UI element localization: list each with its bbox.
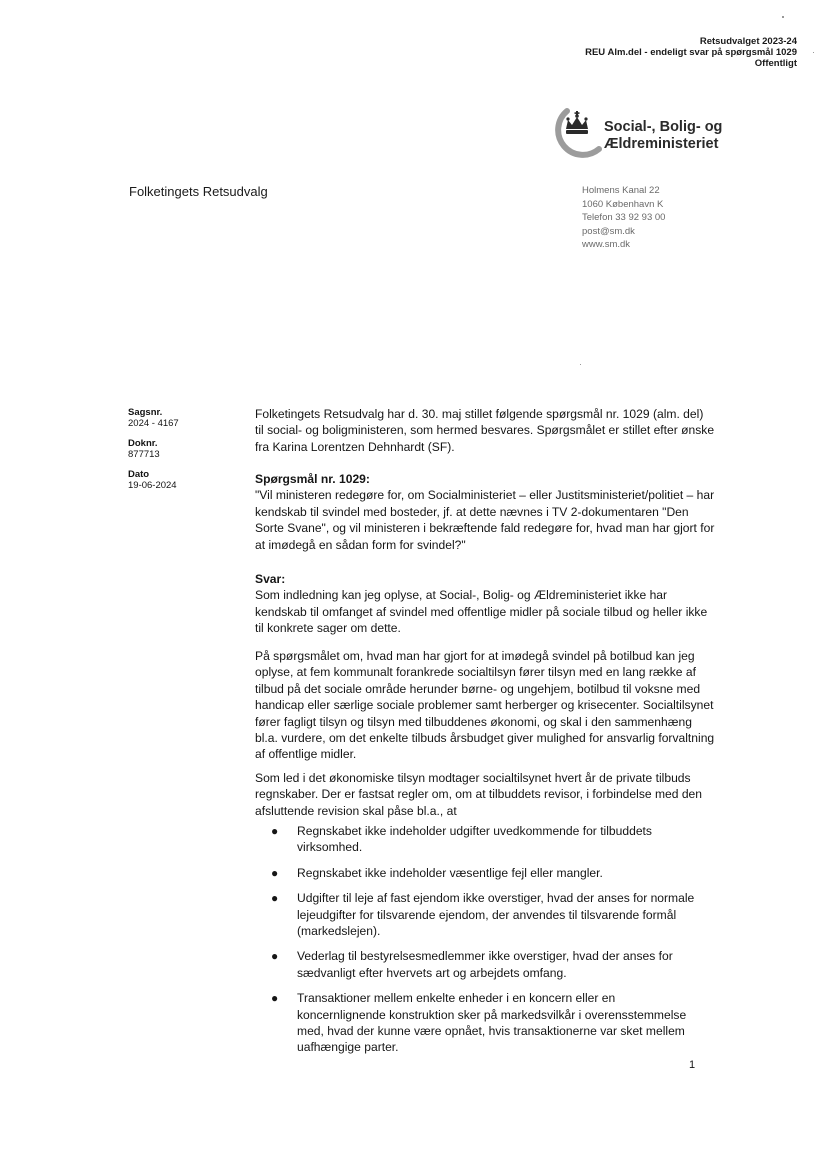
page-number: 1 <box>689 1059 696 1071</box>
sender-address <box>582 184 665 252</box>
bullet-icon: ● <box>271 991 279 1006</box>
scan-speck <box>813 52 814 53</box>
bullet-icon: ● <box>271 865 279 880</box>
list-item <box>255 990 695 1056</box>
question-text: "Vil ministeren redegøre for, om Socialministeriet – eller Justitsministeriet/politiet – har kendskab til svindel med bosteder, jf. at dette nævnes i TV 2-dokumentaren "Den Sorte Svane", og vil ministeren i bekræftende fald redegøre for, hvad man har gjort for at imødegå en sådan form for svindel?" <box>255 488 715 552</box>
logo-line-2: Ældreministeriet <box>604 136 719 152</box>
logo-line-1: Social-, Bolig- og <box>604 119 723 135</box>
list-item <box>255 948 695 981</box>
list-item <box>255 890 695 939</box>
list-item <box>255 865 695 881</box>
meta-sagsnr <box>128 408 238 429</box>
bullet-icon: ● <box>271 891 279 906</box>
meta-sagsnr-value: 2024 - 4167 <box>128 417 179 429</box>
stamp-committee: Retsudvalget 2023-24 <box>699 36 797 47</box>
list-item-text: Transaktioner mellem enkelte enheder i en koncern eller en koncernlignende konstruktion sker på markedsvilkår i overensstemmelse med, hvad der kunne være opnået, hvis transaktionerne var sket mellem uafhængige parter. <box>297 991 687 1055</box>
ministry-logo <box>550 108 750 160</box>
question-heading: Spørgsmål nr. 1029: <box>255 472 370 486</box>
list-item <box>255 823 695 856</box>
answer-paragraph-1: Som indledning kan jeg oplyse, at Social-, Bolig- og Ældreministeriet ikke har kendskab til omfanget af svindel med offentlige midler på sociale tilbud og heller ikke til konkrete sager om dette. <box>255 588 708 636</box>
header-stamp <box>585 36 797 69</box>
crown-icon <box>550 108 602 160</box>
answer-heading: Svar: <box>255 572 286 586</box>
address-street: Holmens Kanal 22 <box>582 185 660 196</box>
address-phone: Telefon 33 92 93 00 <box>582 212 666 224</box>
audit-bullet-list <box>255 823 695 1065</box>
meta-dato-value: 19-06-2024 <box>128 479 177 491</box>
answer-paragraph-3: Som led i det økonomiske tilsyn modtager socialtilsynet hvert år de private tilbuds regnskaber. Der er fastsat regler om, om at tilbuddets revisor, i forbindelse med den afsluttende revision skal påse bl.a., at <box>255 771 703 818</box>
scan-speck <box>782 16 784 18</box>
scan-speck <box>580 364 581 365</box>
address-email[interactable]: post@sm.dk <box>582 225 635 237</box>
address-web[interactable]: www.sm.dk <box>582 239 631 251</box>
meta-doknr <box>128 439 238 460</box>
meta-sagsnr-label: Sagsnr. <box>128 407 163 418</box>
meta-dato <box>128 470 238 491</box>
answer-section <box>255 571 715 637</box>
recipient: Folketingets Retsudvalg <box>129 184 268 199</box>
stamp-reference: REU Alm.del - endeligt svar på spørgsmål 1029 <box>585 47 797 58</box>
answer-paragraph-2: På spørgsmålet om, hvad man har gjort for at imødegå svindel på botilbud kan jeg oplyse, at fem kommunalt forankrede socialtilsyn fører tilsyn med en lang række af tilbud på det sociale område herunder børne- og ungehjem, botilbud til voksne med handicap eller særlige sociale problemer samt herberger og krisecenter. Socialtilsynet fører fagligt tilsyn og tilsyn med tilbuddenes økonomi, og skal i den sammenhæng bl.a. vurdere, om det enkelte tilbuds årsbudget giver mulighed for ansvarlig forvaltning af offentlige midler. <box>255 649 715 762</box>
meta-dato-label: Dato <box>128 469 150 480</box>
list-item-text: Regnskabet ikke indeholder væsentlige fejl eller mangler. <box>297 865 603 880</box>
answer-paragraph-3-block <box>255 770 715 819</box>
list-item-text: Regnskabet ikke indeholder udgifter uvedkommende for tilbuddets virksomhed. <box>297 824 652 855</box>
bullet-icon: ● <box>271 824 279 838</box>
intro-text: Folketingets Retsudvalg har d. 30. maj stillet følgende spørgsmål nr. 1029 (alm. del) til social- og boligministeren, som hermed besvares. Spørgsmålet er stillet efter ønske fra Karina Lorentzen Dehnhardt (SF). <box>255 407 715 454</box>
stamp-status: Offentligt <box>754 58 797 69</box>
intro-paragraph <box>255 406 715 455</box>
answer-paragraph-2-block <box>255 648 715 763</box>
list-item-text: Vederlag til bestyrelsesmedlemmer ikke overstiger, hvad der anses for sædvanligt efter hvervets art og arbejdets omfang. <box>297 949 673 980</box>
question-section <box>255 471 715 553</box>
meta-doknr-value: 877713 <box>128 448 160 460</box>
bullet-icon: ● <box>271 949 279 964</box>
list-item-text: Udgifter til leje af fast ejendom ikke overstiger, hvad der anses for normale lejeudgifter for tilsvarende ejendom, der anvendes til tilsvarende formål (markedslejen). <box>297 891 695 939</box>
meta-doknr-label: Doknr. <box>128 438 158 449</box>
address-city: 1060 København K <box>582 198 664 210</box>
